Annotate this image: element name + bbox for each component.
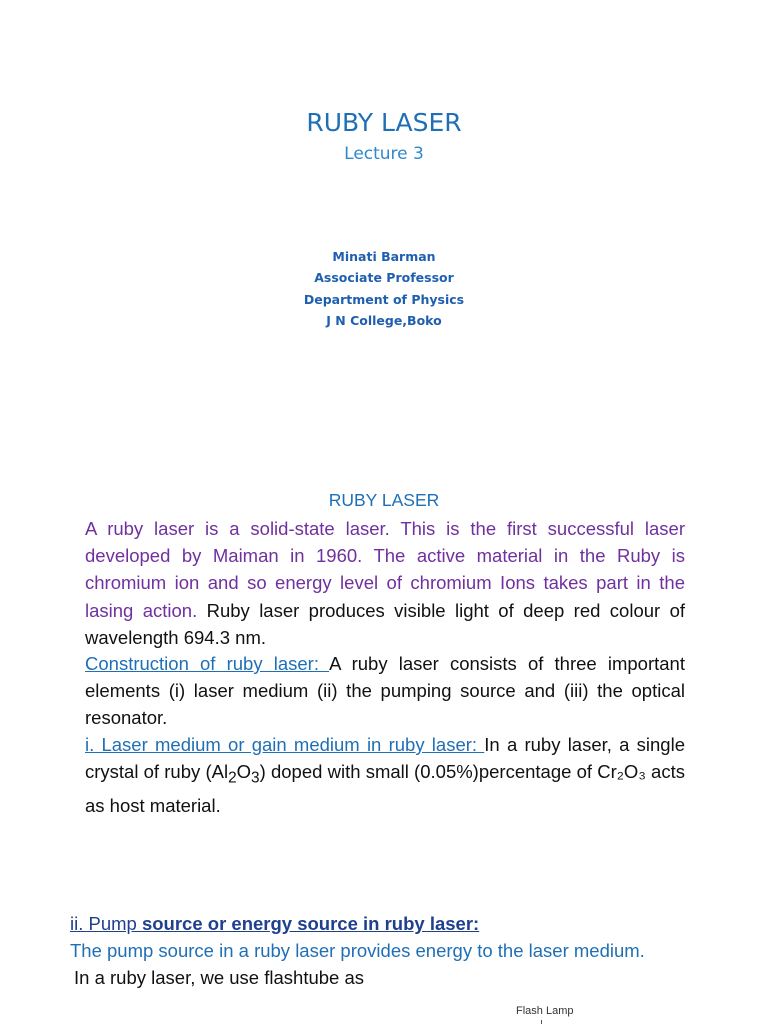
construction-label: Construction of ruby laser: [85, 653, 330, 674]
pump-heading-plain: ii. Pump [70, 913, 142, 934]
author-institution: J N College,Boko [326, 312, 442, 328]
pump-description: The pump source in a ruby laser provides energy to the laser medium. [70, 940, 645, 961]
pump-section [70, 910, 688, 991]
flash-lamp-leader-line [541, 1020, 542, 1024]
author-department: Department of Physics [303, 291, 465, 307]
author-block [0, 246, 768, 331]
pump-flashtube-text: In a ruby laser, we use flashtube as [74, 967, 365, 988]
section-heading: RUBY LASER [328, 490, 440, 510]
laser-medium-paragraph [85, 731, 685, 819]
author-name: Minati Barman [332, 249, 436, 264]
intro-paragraph [85, 515, 685, 651]
laser-medium-text-3: ) doped with small (0.05%)percentage of Cr₂O₃ acts as host material. [85, 761, 685, 817]
subscript-o-3: 3 [251, 769, 260, 787]
slide-subtitle: Lecture 3 [344, 144, 424, 164]
author-position: Associate Professor [314, 270, 454, 286]
intro-highlight-text: A ruby laser is a solid-state laser. This is the first successful laser developed by Maiman in 1960. The active material in the Ruby is chromium ion and so energy level of chromium Ions takes part in the lasing action. [85, 518, 685, 621]
slide-title: RUBY LASER [306, 108, 462, 137]
intro-plain-text: Ruby laser produces visible light of deep red colour of wavelength 694.3 nm. [85, 599, 685, 648]
laser-medium-text-1: In a ruby laser, a single crystal of ruby (Al [85, 734, 685, 783]
construction-text: A ruby laser consists of three important elements (i) laser medium (ii) the pumping source and (iii) the optical resonator. [85, 653, 685, 729]
flash-lamp-label: Flash Lamp [516, 1005, 574, 1017]
laser-medium-label: i. Laser medium or gain medium in ruby laser: [85, 734, 485, 755]
construction-paragraph [85, 650, 685, 732]
pump-heading [70, 910, 688, 937]
laser-medium-text-2: O [236, 761, 252, 783]
subscript-al-2: 2 [228, 769, 237, 787]
pump-heading-bold: source or energy source in ruby laser: [141, 913, 480, 934]
